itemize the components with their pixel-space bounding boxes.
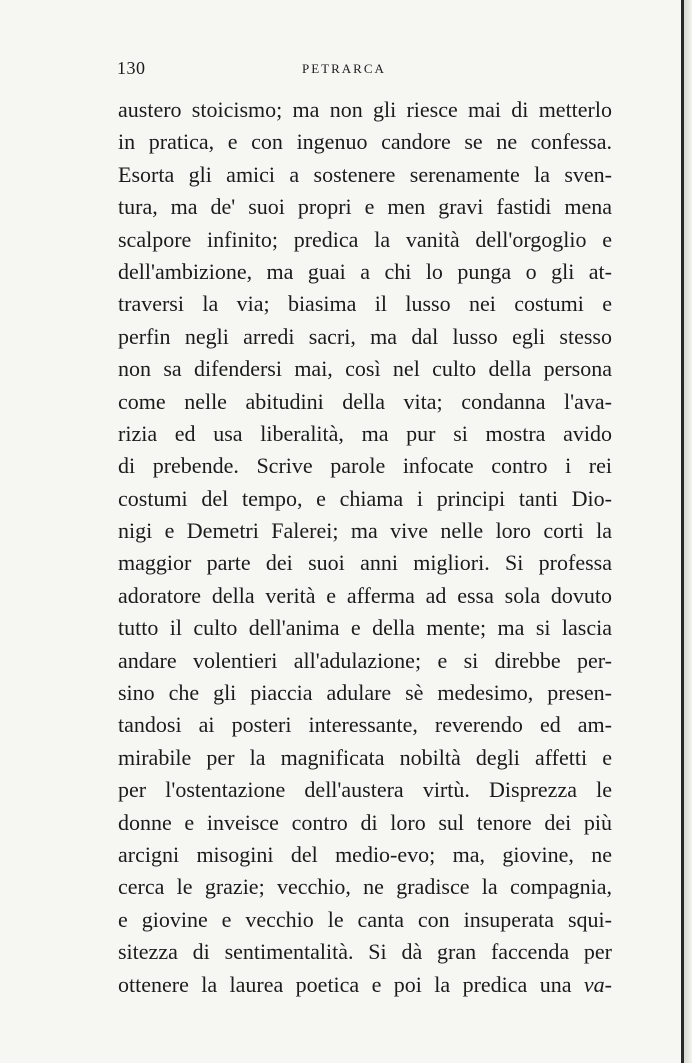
text-line: in pratica, e con ingenuo candore se ne confessa. [118,129,612,155]
text-line: tura, ma de' suoi propri e men gravi fastidi mena [118,194,612,220]
body-text [118,94,612,1001]
page-edge-shadow [684,0,692,1063]
text-line: sitezza di sentimentalità. Si dà gran faccenda per [118,939,612,965]
text-line: austero stoicismo; ma non gli riesce mai di metterlo [118,97,612,122]
text-line: nigi e Demetri Falerei; ma vive nelle loro corti la [118,518,612,544]
text-line: di prebende. Scrive parole infocate contro i rei [118,453,612,479]
text-line: come nelle abitudini della vita; condanna l'ava- [118,388,612,414]
final-line-text: ottenere la laurea poetica e poi la predica una [118,971,572,997]
text-line: costumi del tempo, e chiama i principi tanti Dio- [118,485,612,511]
text-line: dell'ambizione, ma guai a chi lo punga o gli at- [118,258,612,284]
text-line: cerca le grazie; vecchio, ne gradisce la compagnia, [118,874,612,900]
page-header [117,52,617,82]
text-line-final [118,969,612,1001]
text-line: andare volentieri all'adulazione; e si direbbe per- [118,647,612,673]
text-line: maggior parte dei suoi anni migliori. Si professa [118,550,612,576]
text-line: Esorta gli amici a sostenere serenamente la sven- [118,161,612,187]
text-line: perfin negli arredi sacri, ma dal lusso egli stesso [118,323,612,349]
text-line: traversi la via; biasima il lusso nei costumi e [118,291,612,317]
text-line: tutto il culto dell'anima e della mente; ma si lascia [118,615,612,641]
text-line: donne e inveisce contro di loro sul tenore dei più [118,809,612,835]
text-line: adoratore della verità e afferma ad essa sola dovuto [118,582,612,608]
text-line: rizia ed usa liberalità, ma pur si mostra avido [118,420,612,446]
text-line: tandosi ai posteri interessante, reverendo ed am- [118,712,612,738]
text-line: non sa difendersi mai, così nel culto della persona [118,356,612,382]
final-line-italic: va- [583,971,613,997]
page-number: 130 [117,58,146,78]
text-line: scalpore infinito; predica la vanità dell'orgoglio e [118,226,612,252]
page-edge-line [681,0,684,1063]
text-line: mirabile per la magnificata nobiltà degli affetti e [118,744,612,770]
text-line: e giovine e vecchio le canta con insuperata squi- [118,906,612,932]
running-head: PETRARCA [302,61,386,76]
text-line: per l'ostentazione dell'austera virtù. Disprezza le [118,777,612,803]
text-line: arcigni misogini del medio-evo; ma, giovine, ne [118,841,612,867]
text-line: sino che gli piaccia adulare sè medesimo, presen- [118,680,612,706]
